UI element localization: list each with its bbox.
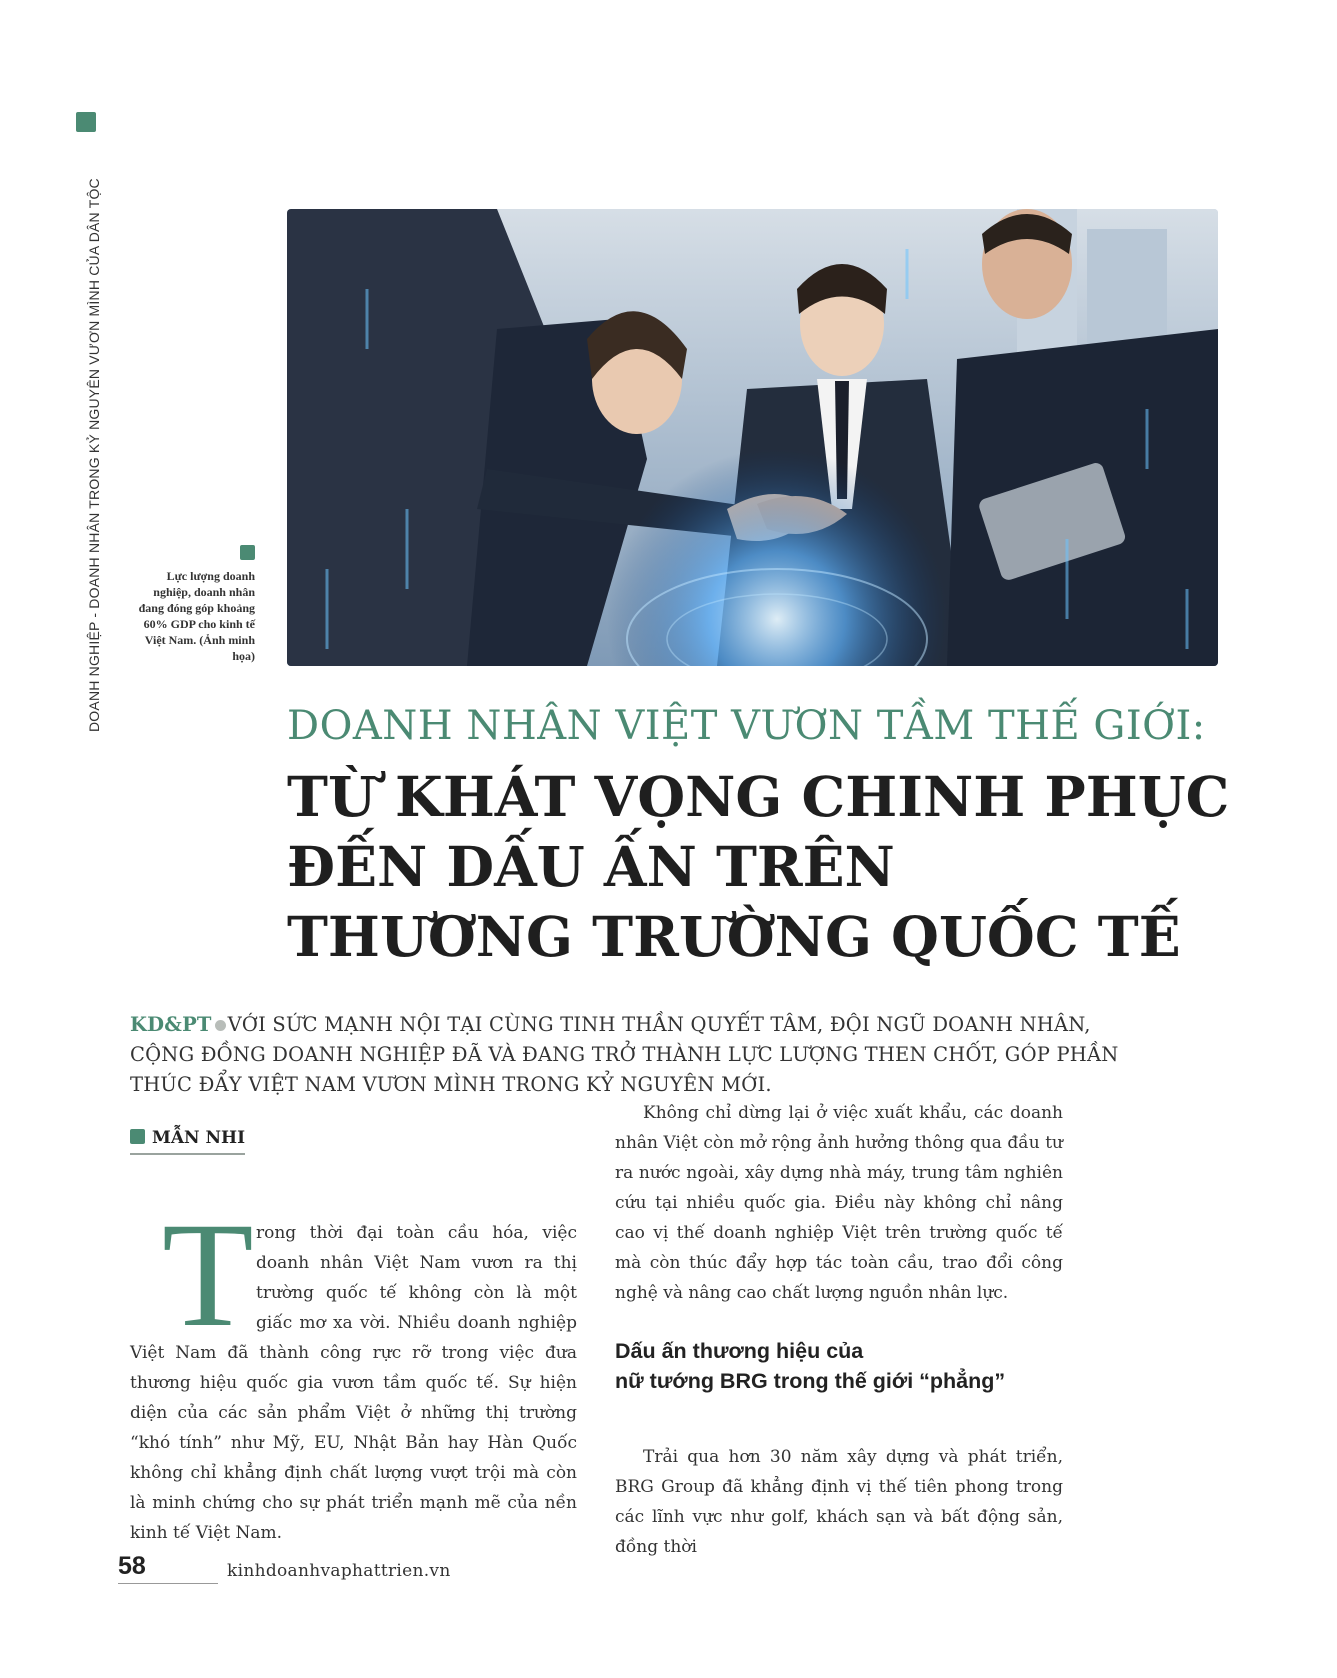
page-number: 58 (118, 1552, 218, 1584)
column-left (130, 1192, 577, 1548)
hero-caption-text: Lực lượng doanh nghiệp, doanh nhân đang đóng góp khoảng 60% GDP cho kinh tế Việt Nam. (Ảnh minh họa) (138, 569, 255, 663)
headline-line: ĐẾN DẤU ẤN TRÊN (287, 834, 895, 899)
author-name: MẪN NHI (152, 1128, 246, 1148)
section-subheading: Dấu ấn thương hiệu của nữ tướng BRG trong thế giới “phẳng” (615, 1339, 1006, 1393)
article-kicker: DOANH NHÂN VIỆT VƯƠN TẦM THẾ GIỚI: (287, 703, 1206, 749)
bullet-dot-icon (215, 1020, 226, 1031)
section-label (72, 112, 100, 732)
headline-line: THƯƠNG TRƯỜNG QUỐC TẾ (287, 904, 1181, 969)
pen-icon (130, 1129, 145, 1144)
hero-caption (130, 545, 255, 664)
section-icon (76, 112, 96, 132)
article-headline (287, 762, 1237, 972)
body-paragraph: Không chỉ dừng lại ở việc xuất khẩu, các doanh nhân Việt còn mở rộng ảnh hưởng thông qua đầu tư ra nước ngoài, xây dựng nhà máy, trung tâm nghiên cứu tại nhiều quốc gia. Điều này không chỉ nâng cao vị thế doanh nghiệp Việt trên trường quốc tế mà còn thúc đẩy hợp tác toàn cầu, trao đổi công nghệ và nâng cao chất lượng nguồn nhân lực. (615, 1103, 1063, 1303)
column-right (615, 1098, 1063, 1562)
lead-tag: KD&PT (130, 1013, 212, 1036)
drop-cap: T (162, 1192, 254, 1358)
arrow-down-right-icon (240, 545, 255, 560)
hero-illustration (287, 209, 1218, 666)
section-label-text: DOANH NGHIỆP - DOANH NHÂN TRONG KỶ NGUYÊN VƯƠN MÌNH CỦA DÂN TỘC (86, 178, 102, 732)
author-byline (130, 1128, 245, 1155)
website-url: kinhdoanhvaphattrien.vn (227, 1561, 451, 1581)
body-paragraph: Trải qua hơn 30 năm xây dựng và phát triển, BRG Group đã khẳng định vị thế tiên phong trong các lĩnh vực như golf, khách sạn và bất động sản, đồng thời (615, 1447, 1063, 1557)
hero-image (287, 209, 1218, 666)
lead-text: VỚI SỨC MẠNH NỘI TẠI CÙNG TINH THẦN QUYẾT TÂM, ĐỘI NGŨ DOANH NHÂN, CỘNG ĐỒNG DOANH NGHIỆP ĐÃ VÀ ĐANG TRỞ THÀNH LỰC LƯỢNG THEN CHỐT, GÓP PHẦN THÚC ĐẨY VIỆT NAM VƯƠN MÌNH TRONG KỶ NGUYÊN MỚI. (130, 1013, 1119, 1096)
headline-line: TỪ KHÁT VỌNG CHINH PHỤC (287, 764, 1230, 829)
body-paragraph: rong thời đại toàn cầu hóa, việc doanh nhân Việt Nam vươn ra thị trường quốc tế không còn là một giấc mơ xa vời. Nhiều doanh nghiệp Việt Nam đã thành công rực rỡ trong việc đưa thương hiệu quốc gia vươn tầm quốc tế. Sự hiện diện của các sản phẩm Việt ở những thị trường “khó tính” như Mỹ, EU, Nhật Bản hay Hàn Quốc không chỉ khẳng định chất lượng vượt trội mà còn là minh chứng cho sự phát triển mạnh mẽ của nền kinh tế Việt Nam. (130, 1223, 577, 1543)
article-lead (130, 1010, 1160, 1100)
